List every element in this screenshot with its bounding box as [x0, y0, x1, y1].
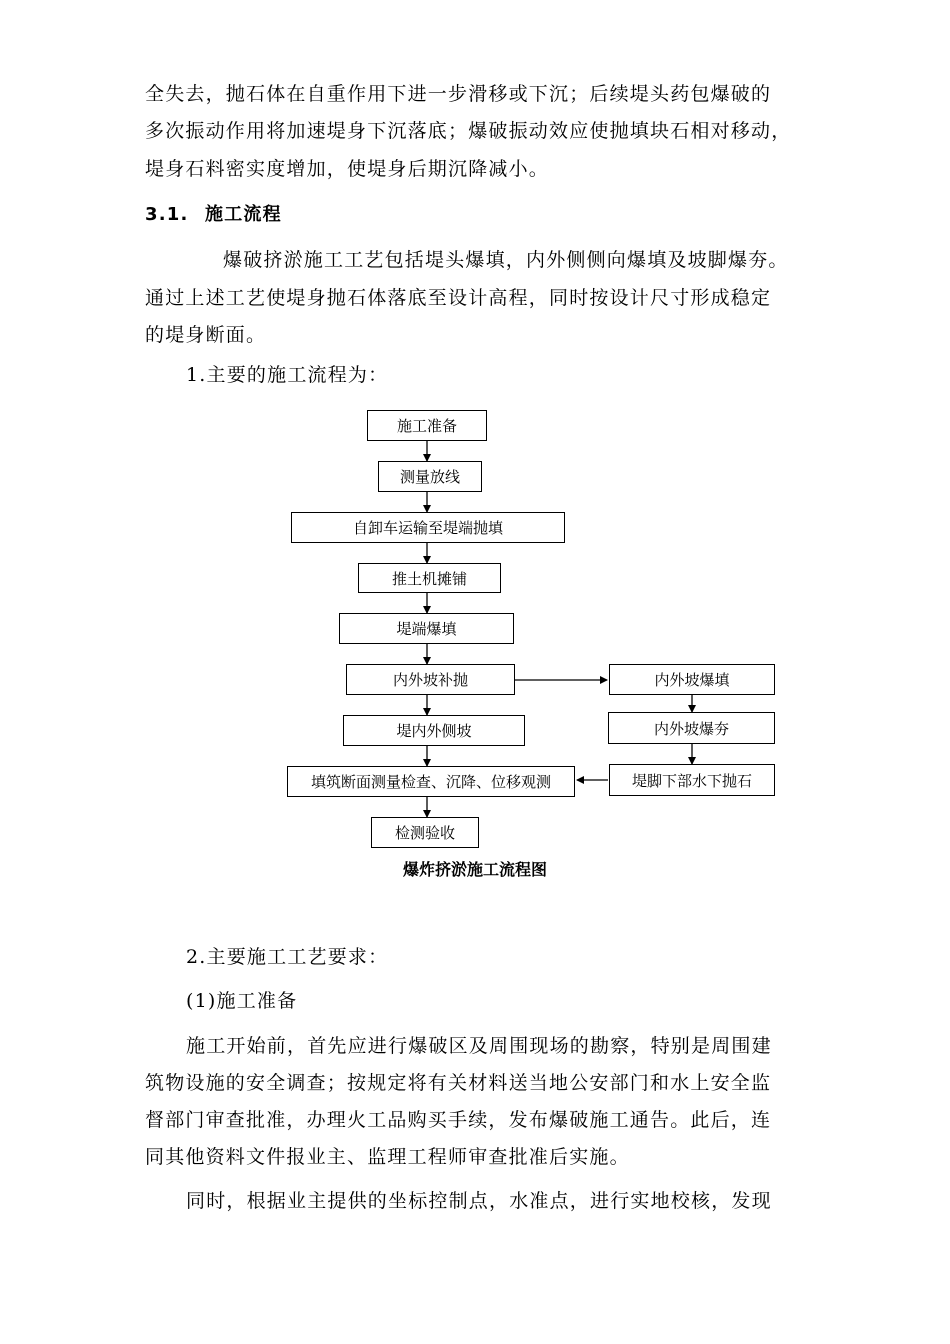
paragraph-line: 堤身石料密实度增加，使堤身后期沉降减小。 — [145, 158, 550, 180]
section-title: 施工流程 — [205, 204, 282, 225]
flow-node-dump: 自卸车运输至堤端抛填 — [291, 512, 565, 543]
flow-node-measure: 填筑断面测量检查、沉降、位移观测 — [287, 766, 575, 797]
flowchart-caption: 爆炸挤淤施工流程图 — [402, 860, 547, 879]
paragraph-line: 爆破挤淤施工工艺包括堤头爆填，内外侧侧向爆填及坡脚爆夯。 — [223, 249, 789, 271]
list-item: 1.主要的施工流程为： — [186, 364, 389, 386]
paragraph-line: 督部门审查批准，办理火工品购买手续，发布爆破施工通告。此后，连 — [145, 1109, 772, 1131]
flow-node-inner-outer-slope: 堤内外侧坡 — [343, 715, 525, 746]
flow-node-bulldozer: 推土机摊铺 — [358, 563, 501, 593]
paragraph-line: 施工开始前，首先应进行爆破区及周围现场的勘察，特别是周围建 — [186, 1035, 772, 1057]
flow-node-accept: 检测验收 — [371, 817, 479, 848]
flow-node-slope-blast: 内外坡爆填 — [609, 664, 775, 695]
flow-node-survey: 测量放线 — [378, 461, 482, 492]
list-item: 2.主要施工工艺要求： — [186, 946, 389, 968]
paragraph-line: 同其他资料文件报业主、监理工程师审查批准后实施。 — [145, 1146, 630, 1168]
section-number: 3.1. — [145, 204, 189, 225]
paragraph-line: 筑物设施的安全调查；按规定将有关材料送当地公安部门和水上安全监 — [145, 1072, 772, 1094]
paragraph-line: 的堤身断面。 — [145, 324, 267, 346]
flow-node-toe-stone: 堤脚下部水下抛石 — [609, 764, 775, 796]
paragraph-line: 全失去，抛石体在自重作用下进一步滑移或下沉；后续堤头药包爆破的 — [145, 83, 772, 105]
paragraph-line: 通过上述工艺使堤身抛石体落底至设计高程，同时按设计尺寸形成稳定 — [145, 287, 772, 309]
paragraph-line: 多次振动作用将加速堤身下沉落底；爆破振动效应使抛填块石相对移动， — [145, 120, 792, 142]
sub-item: (1)施工准备 — [186, 990, 298, 1012]
flow-node-slope-tamp: 内外坡爆夯 — [608, 712, 775, 744]
flow-node-end-blast: 堤端爆填 — [339, 613, 514, 644]
paragraph-line: 同时，根据业主提供的坐标控制点，水准点，进行实地校核，发现 — [186, 1190, 772, 1212]
flow-node-slope-fill: 内外坡补抛 — [346, 664, 515, 695]
flow-node-prep: 施工准备 — [367, 410, 487, 441]
